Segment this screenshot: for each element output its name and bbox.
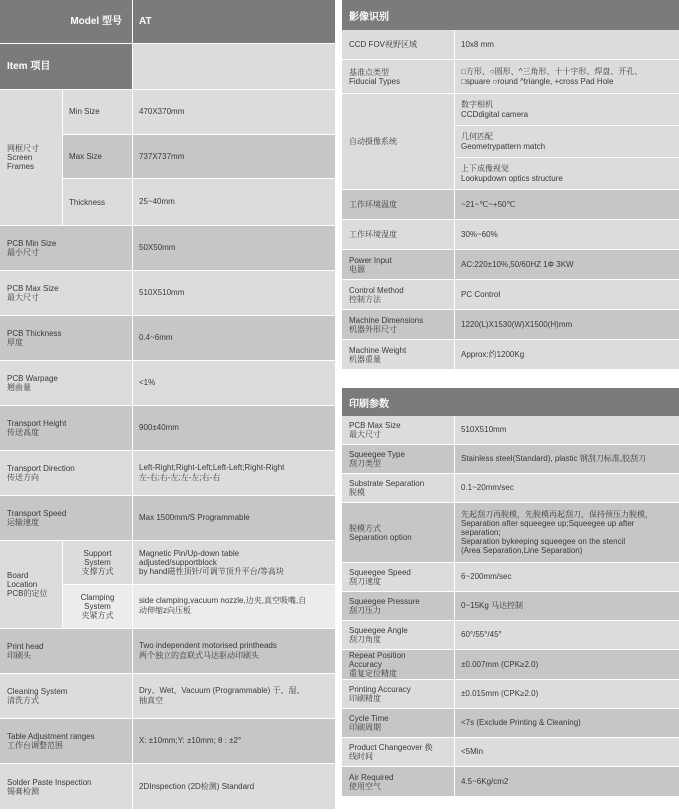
cell-text: 900±40mm (139, 423, 179, 432)
table-cell (63, 90, 335, 225)
min-size-row (63, 90, 335, 135)
cell-text: 上下成像视觉 (461, 163, 509, 173)
table-cell (342, 709, 455, 737)
spec-row (342, 445, 679, 474)
cell-text: 网框尺寸 (7, 144, 39, 153)
spec-row (342, 60, 679, 94)
cell-text: 工作台调整范围 (7, 741, 63, 750)
cell-text: Fiducial Types (349, 76, 400, 86)
clamping-system-row (63, 585, 335, 629)
spec-row (0, 629, 335, 674)
cell-text: 刮刀角度 (349, 635, 381, 644)
cell-text: 使用空气 (349, 781, 381, 791)
cell-text: 锡膏检测 (7, 786, 39, 796)
cell-text: AC:220±10%,50/60HZ 1Φ 3KW (461, 259, 574, 269)
cell-text: Machine Dimensions (349, 315, 424, 325)
cell-text: 脱模 (349, 488, 365, 497)
cell-text: PCB Warpage (7, 374, 58, 383)
cell-text: Printing Accuracy (349, 685, 411, 694)
spec-row (0, 361, 335, 406)
table-cell (455, 126, 679, 158)
spec-row (342, 621, 679, 650)
table-cell (342, 416, 455, 444)
cell-text: 4.5~6Kg/cm2 (461, 776, 509, 786)
screen-frames-group (0, 90, 335, 226)
spec-row (342, 280, 679, 310)
cell-text: 737X737mm (139, 151, 185, 161)
table-cell (133, 674, 335, 718)
cell-text: 印刷周期 (349, 723, 381, 732)
cell-text: Separation bykeeping squeegee on the stencil (461, 537, 626, 546)
item-label: Item 项目 (0, 44, 133, 89)
cell-text: □spuare ○round ^triangle, +cross Pad Hole (461, 76, 614, 86)
cell-text: 10x8 mm (461, 39, 494, 49)
cell-text: Accuracy (349, 660, 382, 669)
spec-row (342, 190, 679, 220)
table-cell (342, 280, 455, 309)
cell-text: 印刷精度 (349, 694, 381, 703)
spec-row (0, 719, 335, 764)
spec-row (342, 340, 679, 370)
table-cell (63, 585, 133, 629)
cell-text: 0.4~6mm (139, 333, 173, 342)
cell-text: Machine Weight (349, 345, 407, 355)
table-cell (133, 451, 335, 495)
camera-system-row (342, 94, 679, 190)
cell-text: Max Size (63, 135, 133, 179)
cell-text: 470X370mm (139, 106, 185, 116)
cell-text: Squeegee Angle (349, 626, 408, 635)
spec-row (342, 767, 679, 796)
cell-text: 60°/55°/45° (461, 630, 502, 639)
cell-text: 传送方向 (7, 473, 39, 482)
board-location-group (0, 541, 335, 629)
cell-text: Repeat Position (349, 651, 406, 660)
cell-text: CCDdigital camera (461, 109, 529, 119)
cell-text: 机器外形尺寸 (349, 324, 397, 334)
table-cell (0, 719, 133, 763)
table-cell (342, 738, 455, 766)
cell-text: 0~15Kg 马达控制 (461, 601, 524, 610)
cell-text: 动伸缩z向压板 (139, 606, 191, 616)
cell-text: Product Changeover 换 (349, 743, 433, 752)
cell-text: PCB Max Size (349, 421, 401, 430)
cell-text: <1% (139, 378, 156, 387)
spec-row (0, 764, 335, 809)
cell-text: 传送高度 (7, 428, 39, 437)
cell-text: Air Required (349, 772, 394, 782)
cell-text: Max 1500mm/S Programmable (139, 513, 250, 522)
table-cell (0, 406, 133, 450)
cell-text: by hand磁性顶针/可调节顶升平台/等高块 (139, 566, 284, 576)
cell-text: 510X510mm (461, 425, 507, 434)
table-cell (455, 94, 679, 126)
cell-text: side clamping,vacuum nozzle,边夹,真空吸嘴,自 (139, 596, 307, 606)
table-cell (0, 316, 133, 360)
cell-text: X: ±10mm;Y: ±10mm; θ : ±2° (139, 736, 242, 745)
cell-text: PCB Min Size (7, 239, 57, 248)
cell-text: Thickness (63, 179, 133, 225)
table-cell (0, 629, 133, 673)
spec-row (342, 563, 679, 592)
cell-text: 工作环境湿度 (342, 220, 455, 249)
table-cell (342, 503, 455, 562)
table-cell (342, 250, 455, 279)
support-system-row (63, 541, 335, 585)
spec-row (342, 220, 679, 250)
cell-text: <7s (Exclude Printing & Cleaning) (461, 718, 581, 727)
cell-text: Two independent motorised printheads (139, 641, 277, 650)
cell-text: 工作环境温度 (342, 190, 455, 219)
table-cell (455, 503, 679, 562)
cell-text: Geometrypattern match (461, 141, 546, 151)
cell-text: 支撑方式 (81, 566, 114, 576)
model-header-row (0, 0, 335, 44)
cell-text: 厚度 (7, 338, 23, 347)
left-spec-table (0, 0, 335, 809)
cell-text: Clamping (80, 592, 115, 602)
cell-text: adjusted/supportblock (139, 557, 217, 567)
cell-text: CCD FOV视野区域 (342, 30, 455, 59)
cell-text: Dry、Wet、Vacuum (Programmable) 干、湿、 (139, 686, 305, 695)
cell-text: Substrate Separation (349, 479, 425, 488)
table-cell (342, 650, 455, 679)
table-cell (0, 674, 133, 718)
spec-row (0, 674, 335, 719)
cell-text: 最大尺寸 (349, 430, 381, 439)
cell-text: Separation after squeegee up;Squeegee up after (461, 519, 635, 528)
table-cell (342, 445, 455, 473)
spec-row (0, 496, 335, 541)
cell-text: 50X50mm (139, 243, 176, 252)
spec-row (342, 592, 679, 621)
cell-text: Cleaning System (7, 687, 68, 696)
cell-text: Table Adjustment ranges (7, 732, 95, 741)
table-cell (455, 158, 679, 189)
spec-row (342, 709, 679, 738)
table-cell (455, 94, 679, 189)
cell-text: PCB Thickness (7, 329, 62, 338)
cell-text: 印刷头 (7, 651, 31, 660)
cell-text: Transport Height (7, 419, 67, 428)
cell-text: Approx:约1200Kg (461, 349, 525, 359)
cell-text: 翘曲量 (7, 383, 31, 392)
cell-text: Screen (7, 153, 33, 162)
cell-text: Transport Speed (7, 509, 67, 518)
table-cell (133, 44, 335, 89)
table-cell (342, 767, 455, 796)
model-label: Model 型号 (0, 0, 133, 43)
cell-text: Squeegee Pressure (349, 597, 420, 606)
cell-text: ~21~℃~+50℃ (461, 199, 516, 209)
cell-text: Print head (7, 642, 44, 651)
item-header-row (0, 44, 335, 90)
cell-text: Power Input (349, 255, 392, 265)
cell-text: 线时间 (349, 752, 373, 761)
table-cell (0, 226, 133, 270)
spec-row (0, 406, 335, 451)
cell-text: □方形、○圆形、^三角形、十十字形、焊盘、开孔、 (461, 66, 643, 76)
table-cell (63, 541, 335, 628)
spec-row (0, 226, 335, 271)
cell-text: 清洗方式 (7, 696, 39, 705)
cell-text: separation; (461, 528, 501, 537)
table-cell (342, 340, 455, 369)
cell-text: Cycle Time (349, 714, 389, 723)
table-cell (0, 361, 133, 405)
cell-text: 抽真空 (139, 696, 163, 705)
table-cell (342, 592, 455, 620)
cell-text: 脱模方式 (349, 523, 381, 533)
thickness-row (63, 179, 335, 225)
cell-text: 两个独立的直联式马达驱动印刷头 (139, 651, 259, 660)
spec-row (342, 30, 679, 60)
cell-text: 先起刮刀再脱模，先脱模再起刮刀，保持预压力脱模， (461, 510, 653, 519)
cell-text: 1220(L)X1530(W)X1500(H)mm (461, 319, 573, 329)
table-cell (342, 680, 455, 708)
cell-text: PC Control (461, 289, 501, 299)
cell-text: 刮刀类型 (349, 459, 381, 468)
cell-text: Squeegee Type (349, 450, 405, 459)
cell-text: 电源 (349, 264, 365, 274)
cell-text: Frames (7, 162, 35, 171)
cell-text: PCB Max Size (7, 284, 59, 293)
cell-text: 最小尺寸 (7, 248, 39, 257)
cell-text: Magnetic Pin/Up-down table (139, 548, 240, 558)
print-section-title: 印刷参数 (342, 388, 679, 416)
cell-text: 刮刀压力 (349, 606, 381, 615)
cell-text: Stainless steel(Standard), plastic 钢刮刀标准,胶刮刀 (461, 454, 646, 463)
table-cell (342, 60, 455, 93)
spec-row (0, 271, 335, 316)
cell-text: Solder Paste Inspection (7, 777, 92, 787)
cell-text: Separation option (349, 532, 412, 542)
table-cell (342, 621, 455, 649)
cell-text: ±0.015mm (CPK≥2.0) (461, 689, 539, 698)
table-cell (63, 541, 133, 584)
cell-text: Control Method (349, 285, 404, 295)
cell-text: Board (7, 571, 29, 580)
right-spec-table (342, 0, 679, 796)
spec-row (342, 680, 679, 709)
table-cell (342, 563, 455, 591)
table-cell (342, 474, 455, 502)
cell-text: 25~40mm (139, 197, 175, 207)
cell-text: <5Min (461, 747, 484, 756)
table-cell (0, 496, 133, 540)
table-cell (342, 310, 455, 339)
spec-row (0, 451, 335, 496)
cell-text: 运输速度 (7, 518, 39, 527)
table-cell (0, 764, 133, 809)
cell-text: 6~200mm/sec (461, 572, 512, 581)
cell-text: Min Size (63, 90, 133, 134)
cell-text: 最大尺寸 (7, 293, 39, 302)
spec-row (0, 316, 335, 361)
cell-text: 重复定位精度 (349, 669, 397, 678)
spec-row (342, 416, 679, 445)
cell-text: 基准点类型 (349, 67, 389, 77)
max-size-row (63, 135, 335, 180)
cell-text: 510X510mm (139, 288, 185, 297)
table-cell (0, 271, 133, 315)
table-cell (133, 541, 335, 584)
cell-text: System (84, 601, 111, 611)
model-value: AT (139, 15, 152, 27)
spec-row (342, 650, 679, 680)
cell-text: Lookupdown optics structure (461, 173, 563, 183)
cell-text: 2DInspection (2D检测) Standard (139, 781, 255, 791)
table-cell (133, 585, 335, 629)
table-cell (0, 451, 133, 495)
spec-row (342, 310, 679, 340)
cell-text: 数字相机 (461, 99, 493, 109)
spec-row (342, 474, 679, 503)
cell-text: 30%~60% (461, 229, 498, 239)
cell-text: Transport Direction (7, 464, 75, 473)
cell-text: 刮刀速度 (349, 577, 381, 586)
board-location-label (0, 541, 63, 628)
spec-row (342, 250, 679, 280)
cell-text: 自动摄像系统 (342, 94, 455, 189)
cell-text: 几何匹配 (461, 131, 493, 141)
table-cell (455, 60, 679, 93)
cell-text: (Area Separation,Line Separation) (461, 546, 583, 555)
cell-text: 0.1~20mm/sec (461, 483, 514, 492)
spec-row (342, 738, 679, 767)
spec-row (342, 503, 679, 563)
vision-section-title: 影像识别 (342, 0, 679, 30)
cell-text: Squeegee Speed (349, 568, 411, 577)
cell-text: PCB的定位 (7, 589, 48, 598)
cell-text: Left-Right;Right-Left;Left-Left;Right-Right (139, 463, 285, 472)
cell-text: Location (7, 580, 38, 589)
cell-text: 夹紧方式 (81, 610, 114, 620)
cell-text: ±0.007mm (CPK≥2.0) (461, 659, 539, 669)
cell-text: System (84, 557, 111, 567)
cell-text: 左-右;右-左;左-左;右-右 (139, 473, 221, 482)
table-cell (133, 629, 335, 673)
cell-text: 控制方法 (349, 294, 381, 304)
screen-frames-label (0, 90, 63, 225)
cell-text: 机器重量 (349, 354, 381, 364)
cell-text: Support (83, 548, 112, 558)
